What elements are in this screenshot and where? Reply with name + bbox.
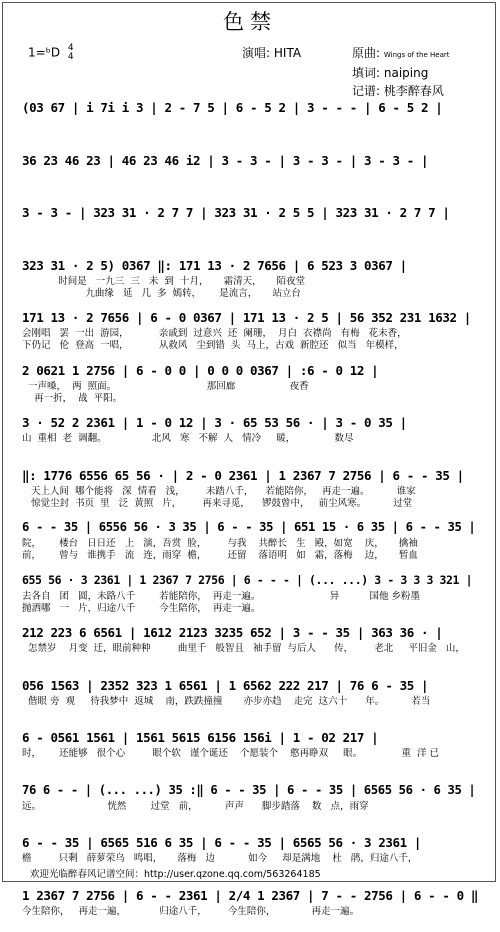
singer-label: 演唱: bbox=[242, 46, 270, 60]
notation-line: 212 223 6 6561 | 1612 2123 3235 652 | 3 - - 35 | 363 36 · | bbox=[22, 625, 442, 640]
score-row bbox=[22, 512, 484, 565]
notation-line: 76 6 - - | (... ...) 35 :‖ 6 - - 35 | 6 - - 35 | 6565 56 · 6 35 | bbox=[22, 783, 475, 797]
score-row bbox=[22, 722, 484, 775]
lyricist-line bbox=[352, 64, 450, 82]
lyric-line: 山 重相 老 调翻。 北风 寒 不解 人 情冷 暖， 数尽 bbox=[22, 433, 354, 445]
lyric-line: 偕眼 旁 观 待我梦中 返城 南，跌跌撞撞 亦步亦趋 走完 这六十 年。 若当 bbox=[22, 696, 430, 708]
key-signature bbox=[28, 44, 74, 62]
notation-line: 2 0621 1 2756 | 6 - 0 0 | 0 0 0 0367 | :6 - 0 12 | bbox=[22, 363, 378, 378]
notation-line: 655 56 · 3 2361 | 1 2367 7 2756 | 6 - - - | (... ...) 3 - 3 3 3 321 | bbox=[22, 573, 472, 587]
song-title: 色禁 bbox=[0, 6, 500, 36]
composer-name: Wings of the Heart bbox=[384, 51, 450, 59]
lyric-line: 怎禁岁 月变 迁，眼前种种 曲里千 般智且 袖手留 与后人 传， 老北 平旧金 山， bbox=[22, 643, 465, 655]
lyric-line: 天上人间 哪个能将 深 情看 浅， 未踏八千， 若能陪你， 再走一遍。 谁家 bbox=[22, 486, 416, 498]
score-row bbox=[22, 302, 484, 355]
lyric-line: 远。 恍然 过堂 前， 声声 脚步踏落 数 点，雨穿 bbox=[22, 801, 369, 813]
singer-line bbox=[242, 44, 301, 61]
score-row bbox=[22, 355, 484, 408]
score-row bbox=[22, 617, 484, 670]
lyric-line: 今生陪你， 再走一遍， 归途八千， 今生陪你， 再走一遍。 bbox=[22, 906, 359, 918]
lyric-line: 抛洒哪 一 片，归途八千 今生陪你， 再走一遍。 bbox=[22, 603, 260, 615]
composer-label: 原曲: bbox=[352, 46, 380, 60]
score-row bbox=[22, 250, 484, 303]
score-row bbox=[22, 197, 484, 250]
transcriber-label: 记谱: bbox=[352, 84, 380, 98]
notation-line: 3 · 52 2 2361 | 1 - 0 12 | 3 · 65 53 56 · | 3 - 0 35 | bbox=[22, 415, 407, 430]
time-top: 4 bbox=[68, 43, 74, 53]
footer-note: 欢迎光临醉春风记谱空间：http://user.qzone.qq.com/563264185 bbox=[30, 866, 321, 880]
lyric-line: 檐 只剩 薛萝荣乌 鸣唱， 落梅 边 如今 却是满地 杜 鹃，归途八千， bbox=[22, 853, 417, 865]
notation-line: 6 - - 35 | 6565 516 6 35 | 6 - - 35 | 6565 56 · 3 2361 | bbox=[22, 835, 421, 850]
notation-line: 323 31 · 2 5) 0367 ‖: 171 13 · 2 7656 | 6 523 3 0367 | bbox=[22, 258, 407, 273]
score-row bbox=[22, 92, 484, 145]
score-row bbox=[22, 775, 484, 828]
lyric-line: 九曲缘 延 几 多 嫣转， 是流言， 站立台 bbox=[22, 288, 301, 300]
notation-line: 6 - - 35 | 6556 56 · 3 35 | 6 - - 35 | 651 15 · 6 35 | 6 - - 35 | bbox=[22, 520, 475, 534]
lyric-line: 院， 楼台 日日还 上 演，吾赏 脸， 与我 共醉长 生 殿，如宽 庆， 擒袖 bbox=[22, 538, 418, 550]
score-row bbox=[22, 670, 484, 723]
notation-line: 056 1563 | 2352 323 1 6561 | 1 6562 222 217 | 76 6 - 35 | bbox=[22, 678, 428, 693]
transcriber-name: 桃李醉春风 bbox=[384, 84, 444, 98]
lyric-line: 会刚唱 罢 一出 游园， 亲戚到 过意兴 还 阑珊， 月白 衣襟尚 有梅 花未香， bbox=[22, 328, 407, 340]
notation-line: (03 67 | i 7i i 3 | 2 - 7 5 | 6 - 5 2 | 3 - - - | 6 - 5 2 | bbox=[22, 100, 442, 115]
time-signature bbox=[68, 44, 74, 62]
lyric-line: 前， 曾与 谁携手 流 连，雨穿 檐， 还留 落语明 如 霜，落梅 边， 暂血 bbox=[22, 550, 418, 562]
lyric-line: 惊觉尘封 书页 里 泛 黄照 片， 再来寻觅， 锣鼓曾中， 前尘风寒。 过堂 bbox=[22, 498, 412, 510]
notation-line: 36 23 46 23 | 46 23 46 i2 | 3 - 3 - | 3 - 3 - | 3 - 3 - | bbox=[22, 153, 428, 168]
composer-line bbox=[352, 44, 450, 64]
notation-line: 6 - 0561 1561 | 1561 5615 6156 156i | 1 - 02 217 | bbox=[22, 730, 378, 745]
time-bottom: 4 bbox=[68, 52, 74, 62]
score-row bbox=[22, 407, 484, 460]
notation-line: 3 - 3 - | 323 31 · 2 7 7 | 323 31 · 2 5 5 | 323 31 · 2 7 7 | bbox=[22, 205, 450, 220]
key-text: 1=ᵇD bbox=[28, 46, 60, 60]
lyricist-name: naiping bbox=[384, 66, 428, 80]
lyric-line: 再一折， 战 平阳。 bbox=[22, 393, 122, 405]
score-row bbox=[22, 880, 484, 932]
score-row bbox=[22, 460, 484, 513]
notation-line: 171 13 · 2 7656 | 6 - 0 0367 | 171 13 · 2 5 | 56 352 231 1632 | bbox=[22, 310, 471, 325]
score-row bbox=[22, 145, 484, 198]
lyric-line: 一声嗓， 两 照面。 那回廊 夜香 bbox=[22, 381, 309, 393]
lyric-line: 时间是 一九三 三 未 到 十月， 霜清天， 陌夜堂 bbox=[22, 276, 305, 288]
lyricist-label: 填词: bbox=[352, 66, 380, 80]
lyric-line: 时， 还能够 很个心 眼个软 谨个诞还 个愿装个 憨再睁双 眼。 重 洋 已 bbox=[22, 748, 439, 760]
lyric-line: 下仍记 伦 登高 一唱， 从救风 尘到错 头 马上，古戏 新腔还 似当 年模样， bbox=[22, 340, 404, 352]
singer-name: HITA bbox=[274, 46, 301, 60]
score-row bbox=[22, 565, 484, 618]
notation-line: ‖: 1776 6556 65 56 · | 2 - 0 2361 | 1 2367 7 2756 | 6 - - 35 | bbox=[22, 468, 464, 483]
score-body bbox=[22, 92, 484, 932]
lyric-line: 去各自 团 圆，未路八千 若能陪你， 再走一遍。 异 国他 乡粉墨 bbox=[22, 591, 420, 603]
notation-line: 1 2367 7 2756 | 6 - - 2361 | 2/4 1 2367 | 7 - - 2756 | 6 - - 0 ‖ bbox=[22, 888, 478, 903]
